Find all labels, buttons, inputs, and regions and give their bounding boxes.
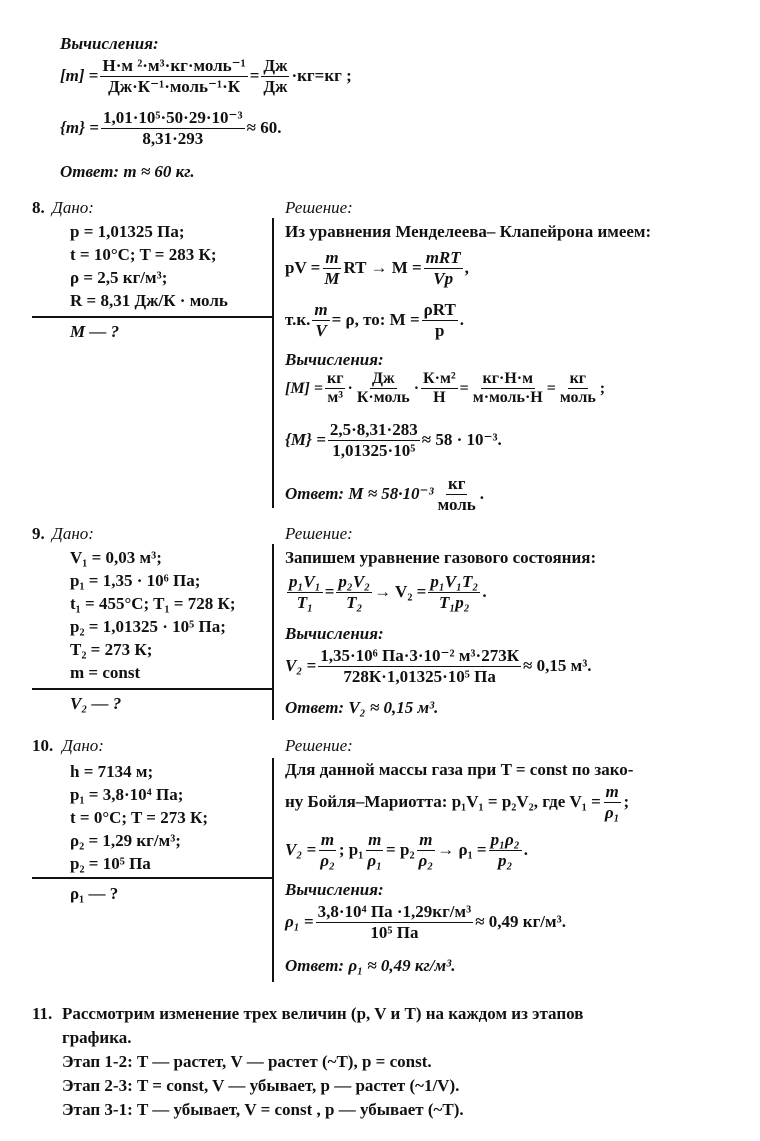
val-rhs: ≈ 0,15 м³. [523,656,592,676]
given-item: t = 0°C; T = 273 К; [70,808,208,827]
frac-num: кг [447,474,466,493]
given-list-9 [70,546,235,684]
val-lhs: V₂ = [285,656,317,676]
equation [285,572,487,612]
p11-line: Рассмотрим изменение трех величин (p, V и T) на каждом из этапов [62,1004,584,1023]
given-item: R = 8,31 Дж/К · моль [70,291,228,310]
val-rhs: ≈ 0,49 кг/м³. [475,912,566,932]
p11-line: Этап 2-3: T = const, V — убывает, p — растет (~1/V). [62,1076,460,1095]
val-lhs: {m} [60,118,86,138]
equation [285,300,464,340]
solution-text [285,782,629,822]
problem-11-number: 11. [32,1004,53,1023]
unit-mid-den: Дж [263,76,288,96]
solution-text: Из уравнения Менделеева– Клапейрона имеем: [285,222,652,241]
calc-heading: Вычисления: [285,880,384,899]
op: = [459,379,469,397]
frac-den: T₂ [346,592,363,612]
eq-part: ну Бойля–Мариотта: p₁V₁ = p₂V₂, где V₁ = [285,792,601,812]
val-lhs: ρ₁ = [285,912,314,932]
given-item: t = 10°C; T = 283 К; [70,245,217,264]
eq-part: . [459,310,465,330]
val-rhs: ≈ 58 · 10⁻³. [421,430,502,450]
frac-den: м·моль·Н [472,389,543,407]
unit-equation: [m] = $\frac{\text{Н·м ²·м³·кг·моль⁻¹}}{\text{Дж·К⁻¹·моль⁻¹·К}}$ = $\frac{Дж}{Дж}$ ·кг=кг ; [60,56,352,96]
frac-den: ρ₁ [367,850,383,870]
frac-num: 1,35·10⁶ Па·3·10⁻² м³·273К [320,646,520,665]
given-label: Дано: [52,198,94,217]
equation [285,830,528,870]
solution-label: Решение: [285,524,353,543]
frac-den: p₂ [497,850,513,870]
eq-part: . [482,582,487,602]
unit-mid-num: Дж [263,56,288,75]
frac-den: 10⁵ Па [370,922,419,942]
solution-label: Решение: [285,198,353,217]
eq-part: = [324,582,335,602]
frac-den: T₁p₂ [438,592,470,612]
given-item: ρ₂ = 1,29 кг/м³; [70,831,181,850]
solution-text: Для данной массы газа при T = const по зако- [285,760,634,779]
problem-9-number: 9. [32,524,45,543]
unit-rhs: ·кг=кг ; [291,66,352,86]
given-item: V₁ = 0,03 м³; [70,548,162,567]
given-item: ρ = 2,5 кг/м³; [70,268,168,287]
eq-part: , [464,258,469,278]
frac-num: кг·Н·м [481,370,536,389]
frac-num: m [325,248,339,267]
frac-num: p₁V₁T₂ [430,572,479,591]
op: ; [599,379,606,397]
frac-den: T₁ [296,592,313,612]
eq-part: ; p₁ [338,840,364,860]
answer-text: Ответ: M ≈ 58·10⁻³ [285,484,434,504]
answer-9: Ответ: V₂ ≈ 0,15 м³. [285,698,439,717]
divider [32,316,272,318]
frac-den: моль [559,389,596,407]
find-10: ρ₁ — ? [70,884,119,903]
frac-den: Vp [433,268,454,288]
frac-den: моль [437,494,476,514]
frac-num: Дж [370,370,397,389]
frac-num: p₁V₁ [289,572,321,591]
given-label: Дано: [52,524,94,543]
given-item: p₁ = 3,8·10⁴ Па; [70,785,184,804]
divider [32,688,272,690]
frac-num: p₁ρ₂ [490,830,520,849]
op: = [546,379,556,397]
val-num: 1,01·10⁵·50·29·10⁻³ [103,108,243,127]
eq-part: = ρ, то: M = [331,310,420,330]
frac-num: К·м² [421,370,458,389]
unit-den: Дж·К⁻¹·моль⁻¹·К [108,76,241,96]
answer-end: . [479,484,485,504]
val-rhs: ≈ 60. [246,118,282,138]
solution-label: Решение: [285,736,353,755]
value-equation [285,646,592,686]
frac-num: m [314,300,328,319]
calc-heading: Вычисления: [285,624,384,643]
calc-heading: Вычисления: [60,34,159,53]
problem-8-number: 8. [32,198,45,217]
given-item: h = 7134 м; [70,762,154,781]
eq-part: → V₂ = [374,582,427,602]
frac-num: ρRT [423,300,456,319]
frac-num: m [368,830,382,849]
frac-num: 2,5·8,31·283 [329,420,418,439]
frac-den: ρ₁ [604,802,620,822]
frac-den: К·моль [356,389,410,407]
frac-den: Н [433,389,446,407]
frac-den: 728К·1,01325·10⁵ Па [343,666,496,686]
eq-part: V₂ = [285,840,317,860]
p11-line: графика. [62,1028,132,1047]
unit-lhs: [m] [60,66,85,86]
given-item: p = 1,01325 Па; [70,222,185,241]
frac-den: 1,01325·10⁵ [332,440,416,460]
frac-num: m [320,830,335,849]
find-9: V₂ — ? [70,694,122,713]
divider [32,877,272,879]
val-lhs: {M} = [285,430,326,450]
frac-den: M [324,268,340,288]
frac-num: m [605,782,619,801]
answer-8 [285,474,484,514]
op: · [413,379,420,397]
frac-num: p₂V₂ [338,572,371,591]
given-item: p₁ = 1,35 · 10⁶ Па; [70,571,201,590]
divider [272,758,274,982]
given-item: p₂ = 10⁵ Па [70,854,151,873]
val-den: 8,31·293 [142,128,204,148]
given-item: p₂ = 1,01325 · 10⁵ Па; [70,617,226,636]
solution-text: Запишем уравнение газового состояния: [285,548,597,567]
frac-den: V [315,320,327,340]
frac-den: ρ₂ [418,850,434,870]
divider [272,544,274,720]
frac-num: кг [325,370,345,389]
frac-den: p [435,320,445,340]
op: · [347,379,353,397]
given-item: m = const [70,663,141,682]
frac-num: m [419,830,433,849]
p11-line: Этап 1-2: T — растет, V — растет (~T), p = const. [62,1052,432,1071]
calc-heading: Вычисления: [285,350,384,369]
given-item: t₁ = 455°C; T₁ = 728 К; [70,594,236,613]
eq-part: pV = [285,258,321,278]
frac-num: кг [568,370,588,389]
given-label: Дано: [62,736,104,755]
eq-part: → ρ₁ = [437,840,487,860]
eq-part: т.к. [285,310,311,330]
find-8: M — ? [70,322,120,341]
eq-part: ; [623,792,630,812]
frac-den: м³ [327,389,344,407]
frac-num: mRT [425,248,461,267]
unit-equation [285,370,605,408]
eq-part: RT → M = [343,258,422,278]
frac-num: 3,8·10⁴ Па ·1,29кг/м³ [317,902,472,921]
unit-num: Н·м ²·м³·кг·моль⁻¹ [102,56,246,75]
eq-part: = p₂ [386,840,415,860]
given-list-8 [70,220,228,312]
value-equation [285,902,566,942]
given-list-10 [70,760,208,875]
answer-10: Ответ: ρ₁ ≈ 0,49 кг/м³. [285,956,456,975]
frac-den: ρ₂ [320,850,335,870]
problem-10-number: 10. [32,736,54,755]
equation [285,248,469,288]
given-item: T₂ = 273 К; [70,640,153,659]
eq-part: . [523,840,528,860]
divider [272,218,274,508]
value-equation: {m} = $\frac{\text{1,01·10⁵·50·29·10⁻³}}{8,31\cdot 293}$ ≈ 60. [60,108,282,148]
p11-line: Этап 3-1: T — убывает, V = const , p — убывает (~T). [62,1100,464,1119]
answer-7: Ответ: m ≈ 60 кг. [60,162,195,181]
unit-lhs: [M] = [285,379,323,397]
value-equation [285,420,502,460]
